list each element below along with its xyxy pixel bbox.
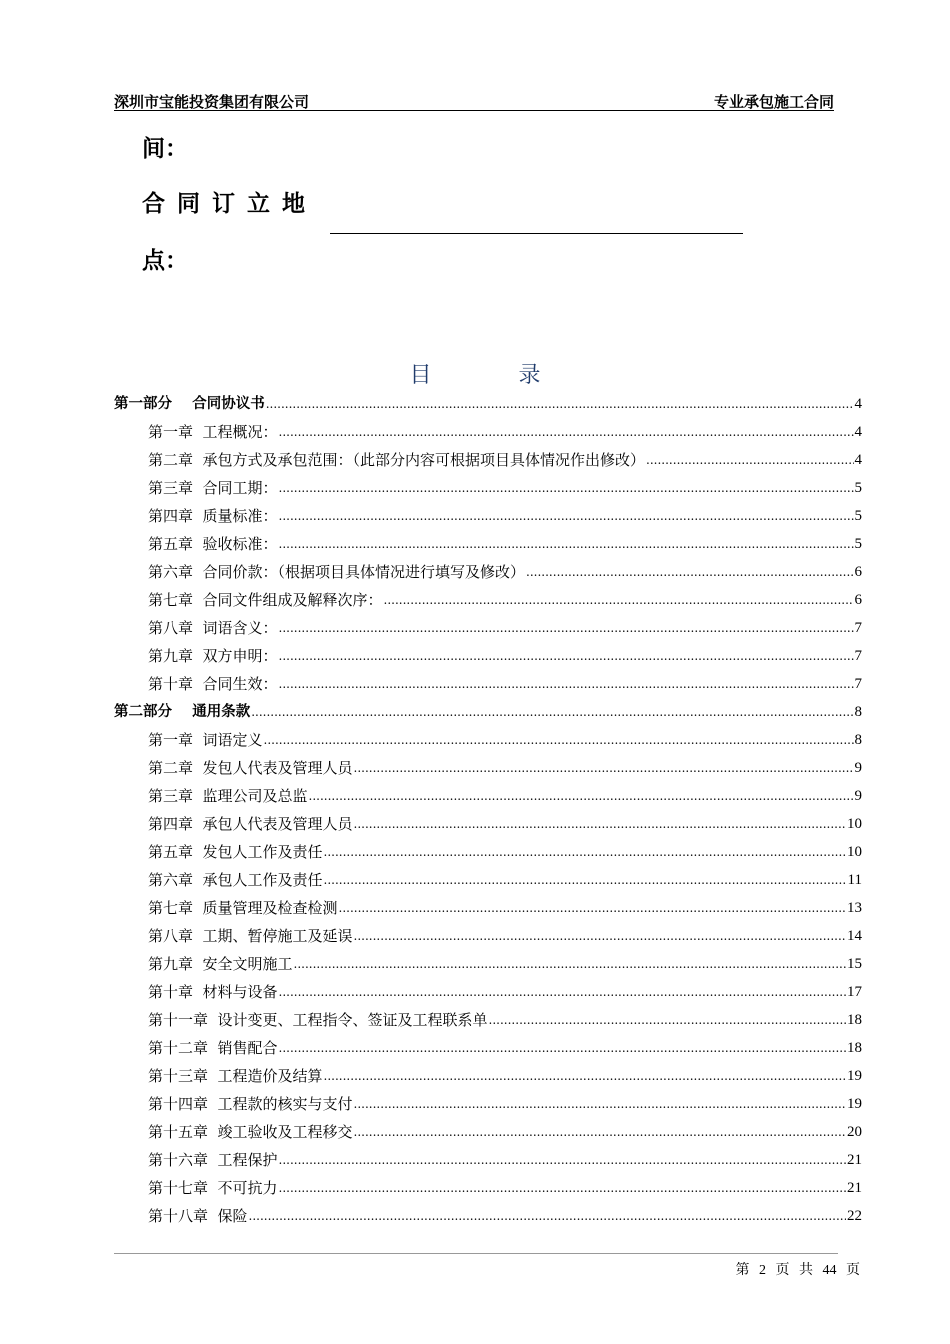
toc-leader-dots bbox=[251, 699, 853, 725]
toc-entry-text: 第十三章 工程造价及结算 bbox=[148, 1067, 323, 1085]
toc-chapter-entry[interactable] bbox=[148, 1147, 862, 1173]
toc-leader-dots bbox=[279, 615, 854, 641]
toc-entry-text: 第八章 工期、暂停施工及延误 bbox=[148, 927, 353, 945]
toc-leader-dots bbox=[339, 895, 846, 921]
toc-entry-text: 第二章 承包方式及承包范围：（此部分内容可根据项目具体情况作出修改） bbox=[148, 451, 646, 469]
toc-chapter-entry[interactable] bbox=[148, 1203, 862, 1229]
toc-entry-text: 第三章 监理公司及总监 bbox=[148, 787, 308, 805]
toc-entry-text: 第一章 工程概况： bbox=[148, 423, 278, 441]
toc-chapter-entry[interactable] bbox=[148, 1119, 862, 1145]
toc-title: 目 录 bbox=[409, 363, 581, 388]
toc-leader-dots bbox=[279, 1035, 846, 1061]
toc-entry-text: 第十七章 不可抗力 bbox=[148, 1179, 278, 1197]
toc-page-number: 9 bbox=[854, 760, 862, 776]
toc-entry-text: 第一章 词语定义 bbox=[148, 731, 263, 749]
toc-page-number: 19 bbox=[847, 1068, 862, 1084]
toc-leader-dots bbox=[279, 503, 854, 529]
toc-leader-dots bbox=[384, 587, 854, 613]
toc-page-number: 13 bbox=[847, 900, 862, 916]
toc-entry-text: 第八章 词语含义： bbox=[148, 619, 278, 637]
toc-page-number: 7 bbox=[854, 648, 862, 664]
toc-chapter-entry[interactable] bbox=[148, 1007, 862, 1033]
toc-chapter-entry[interactable] bbox=[148, 783, 862, 809]
toc-entry-text: 第七章 质量管理及检查检测 bbox=[148, 899, 338, 917]
toc-page-number: 21 bbox=[847, 1180, 862, 1196]
toc-entry-text: 第六章 合同价款：（根据项目具体情况进行填写及修改） bbox=[148, 563, 526, 581]
toc-leader-dots bbox=[279, 979, 846, 1005]
toc-part-entry[interactable] bbox=[114, 699, 862, 725]
toc-page-number: 19 bbox=[847, 1096, 862, 1112]
toc-leader-dots bbox=[354, 923, 846, 949]
toc-entry-text: 第十四章 工程款的核实与支付 bbox=[148, 1095, 353, 1113]
toc-page-number: 22 bbox=[847, 1208, 862, 1224]
toc-leader-dots bbox=[324, 839, 846, 865]
toc-chapter-entry[interactable] bbox=[148, 839, 862, 865]
body-line-1: 间： bbox=[142, 136, 188, 162]
toc-leader-dots bbox=[324, 1063, 846, 1089]
toc-leader-dots bbox=[279, 1147, 846, 1173]
toc-chapter-entry[interactable] bbox=[148, 419, 862, 445]
company-name: 深圳市宝能投资集团有限公司 bbox=[114, 93, 310, 111]
fill-in-line bbox=[330, 233, 743, 234]
toc-chapter-entry[interactable] bbox=[148, 867, 862, 893]
toc-page-number: 18 bbox=[847, 1040, 862, 1056]
toc-leader-dots bbox=[264, 727, 854, 753]
toc-page-number: 18 bbox=[847, 1012, 862, 1028]
toc-chapter-entry[interactable] bbox=[148, 503, 862, 529]
toc-leader-dots bbox=[279, 419, 854, 445]
toc-leader-dots bbox=[309, 783, 854, 809]
toc-chapter-entry[interactable] bbox=[148, 1091, 862, 1117]
document-title: 专业承包施工合同 bbox=[713, 93, 834, 111]
toc-leader-dots bbox=[646, 447, 853, 473]
toc-chapter-entry[interactable] bbox=[148, 1063, 862, 1089]
toc-page-number: 9 bbox=[854, 788, 862, 804]
toc-leader-dots bbox=[354, 1119, 846, 1145]
toc-chapter-entry[interactable] bbox=[148, 643, 862, 669]
toc-chapter-entry[interactable] bbox=[148, 559, 862, 585]
toc-entry-text: 第三章 合同工期： bbox=[148, 479, 278, 497]
page-number: 第 2 页 共 44 页 bbox=[735, 1263, 860, 1278]
toc-page-number: 5 bbox=[854, 480, 862, 496]
toc-page-number: 10 bbox=[847, 844, 862, 860]
toc-entry-text: 第十五章 竣工验收及工程移交 bbox=[148, 1123, 353, 1141]
toc-entry-text: 第十一章 设计变更、工程指令、签证及工程联系单 bbox=[148, 1011, 488, 1029]
toc-entry-text: 第九章 双方申明： bbox=[148, 647, 278, 665]
toc-leader-dots bbox=[249, 1203, 846, 1229]
toc-leader-dots bbox=[324, 867, 847, 893]
toc-entry-text: 第十二章 销售配合 bbox=[148, 1039, 278, 1057]
body-line-2: 合同订立地 bbox=[142, 191, 317, 217]
toc-leader-dots bbox=[354, 1091, 846, 1117]
toc-entry-text: 第四章 质量标准： bbox=[148, 507, 278, 525]
toc-leader-dots bbox=[279, 671, 854, 697]
toc-leader-dots bbox=[354, 811, 846, 837]
toc-page-number: 10 bbox=[847, 816, 862, 832]
toc-leader-dots bbox=[266, 391, 854, 417]
toc-page-number: 5 bbox=[854, 508, 862, 524]
toc-chapter-entry[interactable] bbox=[148, 615, 862, 641]
toc-leader-dots bbox=[279, 643, 854, 669]
toc-part-entry[interactable] bbox=[114, 391, 862, 417]
toc-page-number: 5 bbox=[854, 536, 862, 552]
toc-page-number: 17 bbox=[847, 984, 862, 1000]
toc-chapter-entry[interactable] bbox=[148, 755, 862, 781]
toc-chapter-entry[interactable] bbox=[148, 727, 862, 753]
toc-chapter-entry[interactable] bbox=[148, 671, 862, 697]
toc-entry-text: 第二部分 通用条款 bbox=[114, 704, 251, 720]
toc-leader-dots bbox=[279, 1175, 846, 1201]
toc-chapter-entry[interactable] bbox=[148, 531, 862, 557]
footer-divider bbox=[114, 1253, 838, 1254]
toc-page-number: 7 bbox=[854, 676, 862, 692]
toc-page-number: 20 bbox=[847, 1124, 862, 1140]
toc-page-number: 4 bbox=[854, 452, 862, 468]
toc-page-number: 15 bbox=[847, 956, 862, 972]
toc-entry-text: 第五章 发包人工作及责任 bbox=[148, 843, 323, 861]
toc-leader-dots bbox=[354, 755, 854, 781]
toc-entry-text: 第四章 承包人代表及管理人员 bbox=[148, 815, 353, 833]
toc-entry-text: 第十六章 工程保护 bbox=[148, 1151, 278, 1169]
toc-entry-text: 第二章 发包人代表及管理人员 bbox=[148, 759, 353, 777]
toc-page-number: 8 bbox=[854, 732, 862, 748]
toc-entry-text: 第五章 验收标准： bbox=[148, 535, 278, 553]
toc-leader-dots bbox=[279, 531, 854, 557]
toc-chapter-entry[interactable] bbox=[148, 895, 862, 921]
toc-page-number: 7 bbox=[854, 620, 862, 636]
toc-entry-text: 第七章 合同文件组成及解释次序： bbox=[148, 591, 383, 609]
toc-chapter-entry[interactable] bbox=[148, 979, 862, 1005]
toc-page-number: 4 bbox=[854, 396, 862, 412]
toc-page-number: 21 bbox=[847, 1152, 862, 1168]
toc-chapter-entry[interactable] bbox=[148, 951, 862, 977]
toc-chapter-entry[interactable] bbox=[148, 587, 862, 613]
toc-page-number: 6 bbox=[854, 592, 862, 608]
toc-entry-text: 第一部分 合同协议书 bbox=[114, 396, 265, 412]
body-line-3: 点： bbox=[142, 248, 188, 274]
toc-page-number: 11 bbox=[847, 872, 862, 888]
toc-chapter-entry[interactable] bbox=[148, 811, 862, 837]
toc-leader-dots bbox=[489, 1007, 846, 1033]
page-header bbox=[114, 90, 834, 111]
toc-chapter-entry[interactable] bbox=[148, 1175, 862, 1201]
toc-page-number: 4 bbox=[854, 424, 862, 440]
toc-page-number: 6 bbox=[854, 564, 862, 580]
toc-chapter-entry[interactable] bbox=[148, 1035, 862, 1061]
toc-entry-text: 第九章 安全文明施工 bbox=[148, 955, 293, 973]
toc-chapter-entry[interactable] bbox=[148, 475, 862, 501]
toc-chapter-entry[interactable] bbox=[148, 923, 862, 949]
toc-page-number: 14 bbox=[847, 928, 862, 944]
toc-entry-text: 第十章 材料与设备 bbox=[148, 983, 278, 1001]
toc-leader-dots bbox=[294, 951, 846, 977]
toc-entry-text: 第十八章 保险 bbox=[148, 1207, 248, 1225]
toc-leader-dots bbox=[526, 559, 853, 585]
toc-chapter-entry[interactable] bbox=[148, 447, 862, 473]
toc-entry-text: 第十章 合同生效： bbox=[148, 675, 278, 693]
toc-page-number: 8 bbox=[854, 704, 862, 720]
toc-leader-dots bbox=[279, 475, 854, 501]
toc-entry-text: 第六章 承包人工作及责任 bbox=[148, 871, 323, 889]
